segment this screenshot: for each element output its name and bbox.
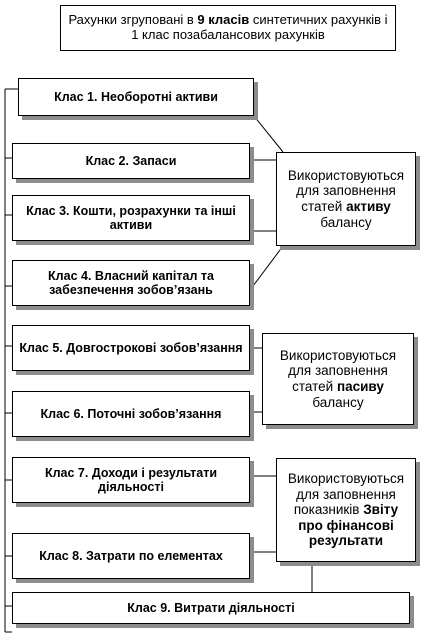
class-1-label: Клас 1. Необоротні активи — [54, 89, 218, 104]
header-text: Рахунки згруповані в 9 класів синтетичних рахунків і 1 клас позабалансових рахунків — [68, 12, 388, 42]
class-7-label: Клас 7. Доходи і результати діяльності — [44, 465, 218, 494]
class-5-box — [12, 325, 250, 371]
class-7-box — [12, 457, 250, 503]
class-8-box — [12, 533, 250, 579]
note-results-box — [276, 458, 416, 562]
class-5-label: Клас 5. Довгострокові зобов’язання — [19, 340, 243, 355]
note-asset-box — [276, 152, 416, 246]
class-9-box — [12, 592, 410, 624]
class-2-label: Клас 2. Запаси — [85, 153, 177, 168]
note-liability-text: Використовуються для заповнення статей пасиву балансу — [279, 347, 397, 410]
class-8-label: Клас 8. Затрати по елементах — [39, 548, 223, 563]
header-box — [60, 5, 396, 51]
class-9-label: Клас 9. Витрати діяльності — [127, 600, 295, 615]
class-3-label: Клас 3. Кошти, розрахунки та інші активи — [26, 203, 236, 232]
class-4-label: Клас 4. Власний капітал та забезпечення зобов’язань — [48, 268, 214, 297]
class-4-box — [12, 260, 250, 306]
class-6-label: Клас 6. Поточні зобов’язання — [40, 406, 222, 421]
class-2-box — [12, 143, 250, 179]
class-3-box — [12, 195, 250, 241]
note-asset-text: Використовуються для заповнення статей активу балансу — [287, 167, 405, 230]
class-1-box — [18, 78, 254, 116]
class-6-box — [12, 391, 250, 437]
note-results-text: Використовуються для заповнення показників Звіту про фінансові результати — [287, 471, 405, 549]
note-liability-box — [262, 333, 414, 425]
